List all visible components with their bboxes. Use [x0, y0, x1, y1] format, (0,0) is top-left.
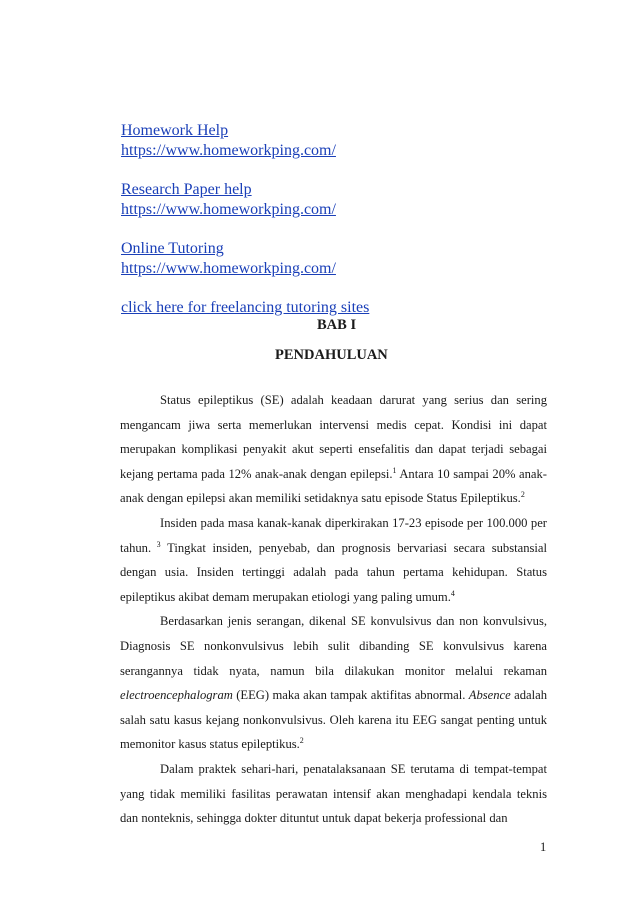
paragraph-2-text-2: Tingkat insiden, penyebab, dan prognosis bervariasi secara substansial dengan usia. Insiden tertinggi adalah pada tahun pertama kehidupan. Status epileptikus akibat demam merupakan etiologi yang paling umum. [120, 540, 548, 604]
paragraph-3-text-3: adalah salah satu kasus kejang nonkonvulsivus. Oleh karena itu EEG sangat penting untuk memonitor kasus status epileptikus. [120, 688, 547, 752]
research-paper-help-link[interactable]: Research Paper help [121, 181, 252, 198]
italic-term: Absence [468, 688, 511, 703]
paragraph-1 [120, 388, 547, 511]
promo-links [121, 121, 521, 318]
link-group-tutoring [121, 239, 521, 279]
online-tutoring-url-link[interactable]: https://www.homeworkping.com/ [121, 260, 336, 277]
paragraph-3 [120, 609, 547, 757]
chapter-title: PENDAHULUAN [275, 347, 388, 363]
homework-help-link[interactable]: Homework Help [121, 122, 229, 139]
paragraph-4-text: Dalam praktek sehari-hari, penatalaksanaan SE terutama di tempat-tempat yang tidak memiliki fasilitas perawatan intensif akan menghadapi kendala teknis dan nonteknis, sehingga dokter dituntut untuk dapat bekerja professional dan [120, 761, 547, 826]
freelancing-tutoring-link[interactable]: click here for freelancing tutoring sites [121, 299, 370, 316]
homework-help-url-link[interactable]: https://www.homeworkping.com/ [121, 142, 336, 159]
link-group-research [121, 180, 521, 220]
italic-term: electroencephalogram [120, 688, 233, 703]
research-paper-url-link[interactable]: https://www.homeworkping.com/ [121, 201, 336, 218]
link-group-homework [121, 121, 521, 161]
paragraph-2 [120, 511, 547, 609]
body-text [120, 388, 547, 831]
paragraph-3-text-2: (EEG) maka akan tampak aktifitas abnormal. [232, 688, 469, 703]
paragraph-3-text: Berdasarkan jenis serangan, dikenal SE konvulsivus dan non konvulsivus, Diagnosis SE nonkonvulsivus lebih sulit dibanding SE konvulsivus karena serangannya tidak nyata, namun bila dilakukan monitor melalui rekaman [120, 614, 547, 678]
footnote-ref: 1 [392, 465, 397, 475]
footnote-ref: 3 [151, 539, 161, 549]
paragraph-1-text-2: Antara 10 sampai 20% anak-anak dengan epilepsi akan memiliki setidaknya satu episode Status Epileptikus. [120, 466, 547, 506]
chapter-number: BAB I [317, 317, 357, 333]
online-tutoring-link[interactable]: Online Tutoring [121, 240, 224, 257]
footnote-ref: 2 [520, 490, 525, 500]
footnote-ref: 4 [450, 588, 455, 598]
footnote-ref: 2 [299, 736, 304, 746]
paragraph-1-text: Status epileptikus (SE) adalah keadaan darurat yang serius dan sering mengancam jiwa serta memerlukan intervensi medis cepat. Kondisi ini dapat merupakan komplikasi penyakit akut seperti ensefalitis dan dapat terjadi sebagai kejang pertama pada 12% anak-anak dengan epilepsi. [120, 393, 547, 481]
paragraph-4 [120, 757, 547, 831]
paragraph-2-text: Insiden pada masa kanak-kanak diperkirakan 17-23 episode per 100.000 per tahun. [120, 515, 547, 555]
page-number: 1 [540, 840, 547, 854]
